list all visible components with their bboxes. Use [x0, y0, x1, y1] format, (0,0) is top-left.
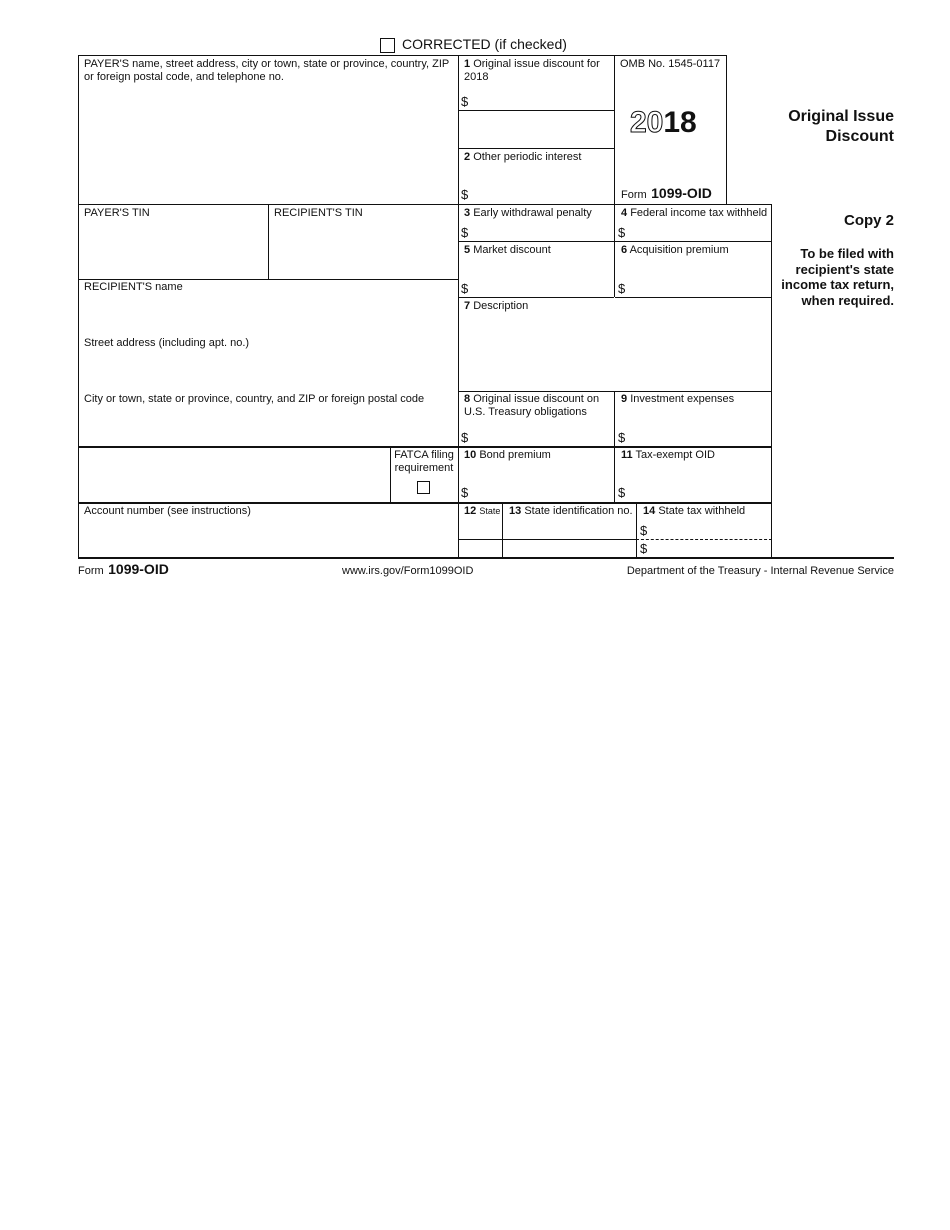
fatca-row-blank	[80, 449, 388, 500]
box14-input-1[interactable]	[651, 522, 767, 538]
box4-text: Federal income tax withheld	[630, 207, 768, 219]
box14-number: 14	[643, 505, 656, 517]
box7-label	[464, 300, 528, 313]
box5-label	[464, 244, 551, 257]
copy-label: Copy 2	[843, 212, 894, 229]
box11-text: Tax-exempt OID	[635, 449, 715, 461]
box14-dollar-2: $	[640, 541, 648, 556]
box12-label	[464, 505, 500, 518]
box4-number: 4	[621, 207, 628, 219]
fatca-checkbox[interactable]	[417, 481, 430, 494]
account-number-label: Account number (see instructions)	[84, 505, 251, 517]
box14-input-2[interactable]	[651, 541, 767, 556]
box13-input-1[interactable]	[504, 522, 634, 538]
box6-number: 6	[621, 244, 628, 256]
box12-number: 12	[464, 505, 477, 517]
box5-input[interactable]	[472, 279, 610, 296]
divider-box12	[502, 502, 503, 559]
divider-col-omb-right	[726, 55, 727, 204]
box2-label	[464, 151, 581, 164]
box11-label	[621, 449, 715, 462]
box3-input[interactable]	[472, 223, 610, 240]
box3-dollar: $	[461, 225, 469, 240]
box4-label	[621, 207, 767, 220]
box7-number: 7	[464, 300, 471, 312]
box5-dollar: $	[461, 281, 469, 296]
payer-tin-input[interactable]	[80, 224, 266, 278]
tax-year-outline: 20	[630, 106, 664, 139]
footer-form-word: Form	[78, 565, 104, 577]
divider-col-payer	[458, 55, 459, 559]
divider-col-right	[771, 204, 772, 559]
tax-year-bold: 18	[663, 106, 697, 139]
box1-label	[464, 58, 612, 84]
box8-label	[464, 393, 612, 419]
divider-tin	[268, 204, 269, 279]
row-line-state-split	[458, 539, 636, 540]
form-bottom-border	[78, 557, 894, 559]
box9-text: Investment expenses	[630, 393, 735, 405]
box6-text: Acquisition premium	[629, 244, 729, 256]
box13-label	[509, 505, 633, 518]
box4-input[interactable]	[629, 223, 767, 240]
box12-input-1[interactable]	[460, 522, 500, 538]
form-top-border	[78, 55, 726, 56]
footer-url: www.irs.gov/Form1099OID	[342, 565, 474, 577]
row-line-blank-box2	[458, 148, 614, 149]
form-word-top: Form	[621, 189, 647, 201]
box9-label	[621, 393, 734, 406]
box14-dollar-1: $	[640, 523, 648, 538]
form-id-top	[621, 185, 712, 203]
box10-input[interactable]	[472, 483, 610, 500]
box12-text: State	[479, 506, 501, 516]
payer-tin-label: PAYER'S TIN	[84, 207, 150, 219]
box6-dollar: $	[618, 281, 626, 296]
box8-input[interactable]	[472, 428, 610, 445]
box1-dollar: $	[461, 94, 469, 109]
form-title: Original Issue Discount	[788, 108, 894, 145]
footer-department: Department of the Treasury - Internal Revenue Service	[626, 565, 894, 577]
box10-label	[464, 449, 551, 462]
box3-text: Early withdrawal penalty	[473, 207, 592, 219]
omb-number: OMB No. 1545-0117	[620, 58, 721, 70]
box12-input-2[interactable]	[460, 541, 500, 556]
row-line-fatca	[78, 446, 772, 448]
box8-dollar: $	[461, 430, 469, 445]
box3-number: 3	[464, 207, 471, 219]
box1-text: Original issue discount for 2018	[464, 58, 600, 83]
divider-box13	[636, 502, 637, 559]
fatca-label: FATCA filing requirement	[394, 449, 454, 474]
box1-input[interactable]	[472, 92, 610, 109]
row-line-box1-blank	[458, 110, 614, 111]
box3-label	[464, 207, 592, 220]
box11-dollar: $	[618, 485, 626, 500]
street-address-input[interactable]	[80, 352, 456, 390]
box10-dollar: $	[461, 485, 469, 500]
box1-number: 1	[464, 58, 471, 70]
form-left-border	[78, 55, 79, 559]
corrected-label: CORRECTED (if checked)	[402, 36, 567, 52]
recipient-name-label: RECIPIENT'S name	[84, 281, 183, 293]
box5-text: Market discount	[473, 244, 551, 256]
row-line-tin	[78, 204, 772, 205]
box10-text: Bond premium	[479, 449, 551, 461]
row-line-box5	[458, 297, 772, 298]
box8-number: 8	[464, 393, 471, 405]
recipient-name-input[interactable]	[80, 296, 456, 334]
footer-form-id	[78, 561, 169, 579]
box13-text: State identification no.	[524, 505, 633, 517]
row-line-recipient-name	[78, 279, 458, 280]
box7-input[interactable]	[462, 316, 768, 388]
box13-number: 13	[509, 505, 522, 517]
box8-text: Original issue discount on U.S. Treasury obligations	[464, 393, 600, 418]
row-line-state-dashed	[636, 539, 772, 540]
box2-number: 2	[464, 151, 471, 163]
box6-input[interactable]	[629, 279, 767, 296]
tax-year	[630, 106, 697, 140]
box2-dollar: $	[461, 187, 469, 202]
row-line-box3	[458, 241, 772, 242]
box10-number: 10	[464, 449, 477, 461]
recipient-tin-label: RECIPIENT'S TIN	[274, 207, 363, 219]
footer-form-number: 1099-OID	[108, 561, 169, 577]
street-address-label: Street address (including apt. no.)	[84, 337, 250, 349]
box5-number: 5	[464, 244, 471, 256]
box9-dollar: $	[618, 430, 626, 445]
form-number-top: 1099-OID	[651, 185, 712, 201]
row-line-box7	[458, 391, 772, 392]
box9-input[interactable]	[629, 428, 767, 445]
divider-col-omb	[614, 55, 615, 503]
recipient-tin-input[interactable]	[270, 224, 456, 278]
box2-text: Other periodic interest	[473, 151, 582, 163]
city-label: City or town, state or province, country, and ZIP or foreign postal code	[84, 393, 425, 405]
copy-instructions: To be filed with recipient's state income tax return, when required.	[781, 246, 894, 308]
box9-number: 9	[621, 393, 628, 405]
city-input[interactable]	[80, 408, 456, 444]
box2-input[interactable]	[472, 185, 610, 202]
divider-fatca	[390, 446, 391, 502]
box14-text: State tax withheld	[658, 505, 746, 517]
payer-info-label: PAYER'S name, street address, city or town, state or province, country, ZIP or foreign postal code, and telephone no.	[84, 58, 450, 83]
box13-input-2[interactable]	[504, 541, 634, 556]
box14-label	[643, 505, 745, 518]
account-number-input[interactable]	[80, 520, 456, 556]
box4-dollar: $	[618, 225, 626, 240]
box11-input[interactable]	[629, 483, 767, 500]
corrected-checkbox[interactable]	[380, 38, 395, 53]
box7-text: Description	[473, 300, 529, 312]
box11-number: 11	[621, 449, 633, 461]
row-line-account	[78, 502, 772, 504]
payer-info-area[interactable]	[80, 85, 456, 203]
box6-label	[621, 244, 729, 257]
